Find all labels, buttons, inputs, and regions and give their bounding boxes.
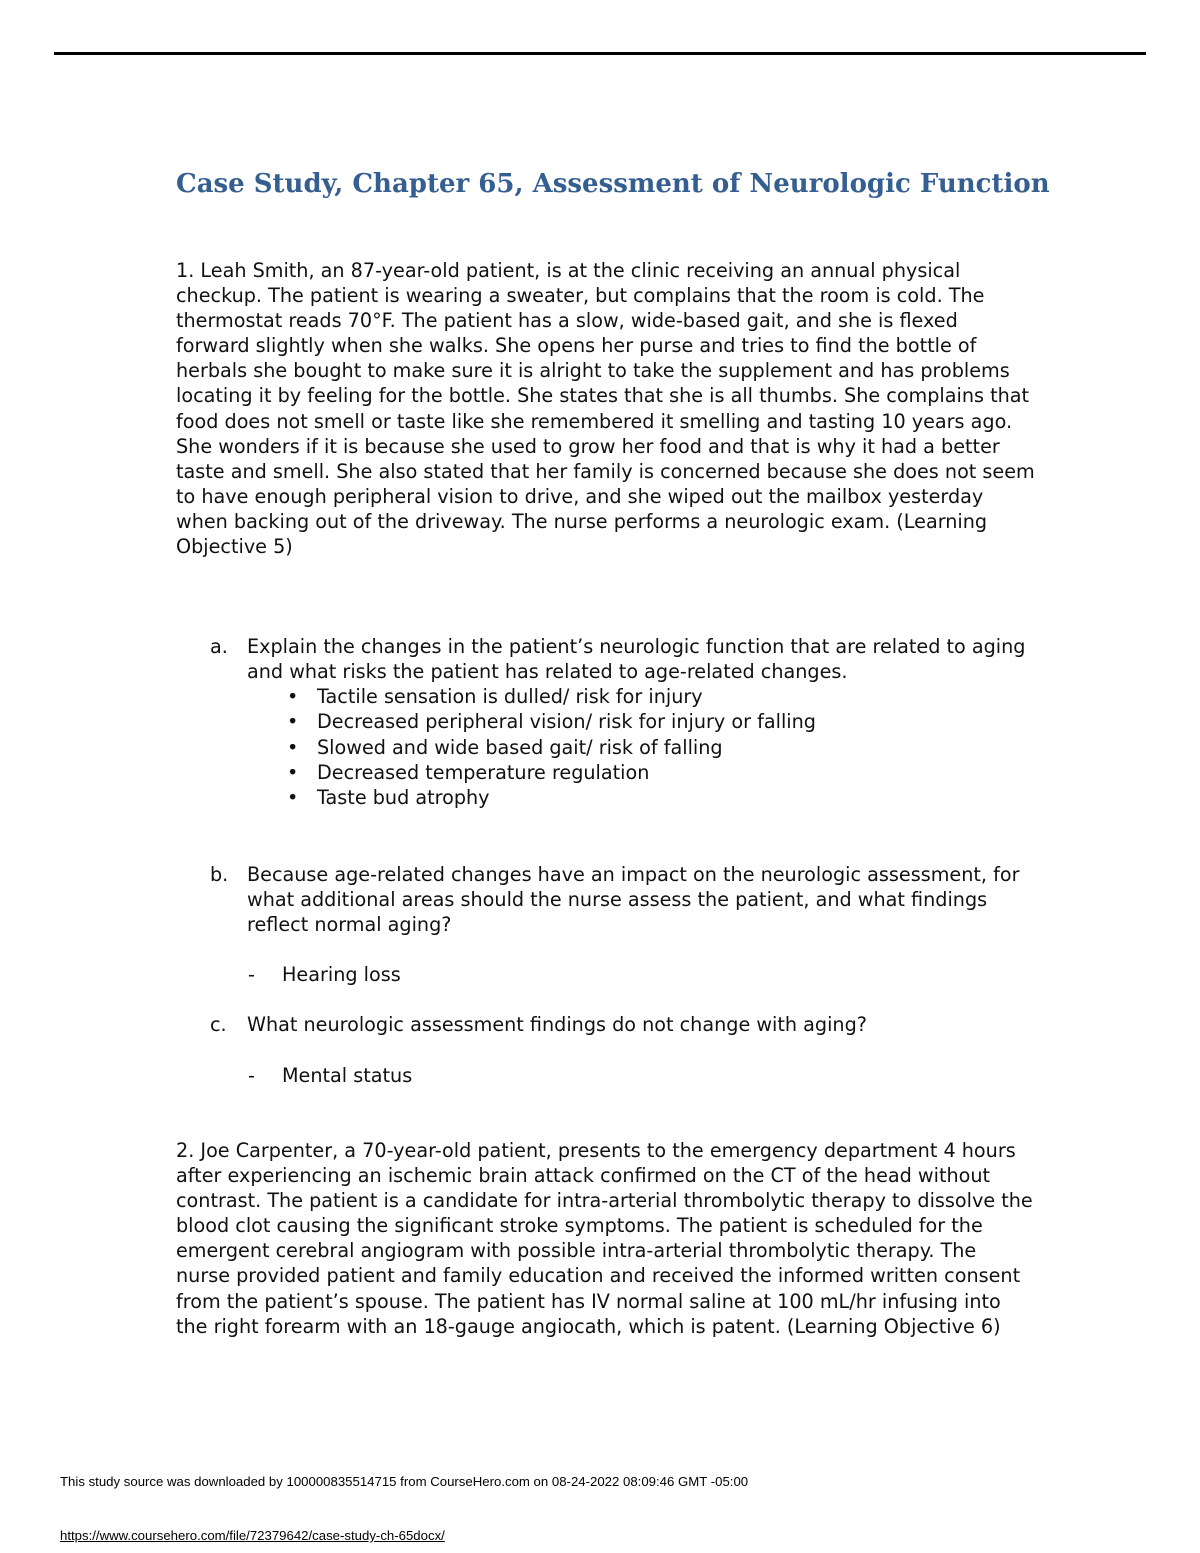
- part-a-question: Explain the changes in the patient’s neurologic function that are related to aging and what risks the patient has related to age-related changes.: [247, 635, 1026, 684]
- question-2-text: 2. Joe Carpenter, a 70-year-old patient, presents to the emergency department 4 hours after experiencing an ischemic brain attack confirmed on the CT of the head without contrast. The patient is a candidate for intra-arterial thrombolytic therapy to dissolve the blood clot causing the significant stroke symptoms. The patient is scheduled for the emergent cerebral angiogram with possible intra-arterial thrombolytic therapy. The nurse provided patient and family education and received the informed written consent from the patient’s spouse. The patient has IV normal saline at 100 mL/hr infusing into the right forearm with an 18-gauge angiocath, which is patent. (Learning Objective 6): [176, 1139, 1033, 1338]
- list-item: [247, 760, 1030, 785]
- part-a-bullet-list: [247, 684, 1030, 810]
- source-url-link[interactable]: https://www.coursehero.com/file/72379642/case-study-ch-65docx/: [60, 1528, 445, 1543]
- bullet-icon: •: [287, 710, 299, 734]
- bullet-text: Taste bud atrophy: [317, 786, 490, 810]
- list-item: [247, 735, 1030, 760]
- bullet-icon: •: [287, 685, 299, 709]
- list-item: [247, 785, 1030, 810]
- part-a-marker: a.: [210, 635, 228, 658]
- bullet-text: Slowed and wide based gait/ risk of falling: [317, 735, 723, 759]
- part-b-answer-text: Hearing loss: [282, 963, 401, 986]
- bullet-icon: •: [287, 786, 299, 810]
- part-c-answer: [248, 1063, 412, 1088]
- part-c-question: What neurologic assessment findings do not change with aging?: [247, 1013, 867, 1036]
- bullet-text: Tactile sensation is dulled/ risk for injury: [317, 685, 703, 709]
- bullet-text: Decreased peripheral vision/ risk for injury or falling: [317, 710, 816, 734]
- bullet-icon: •: [287, 735, 299, 759]
- question-1-part-c: [210, 1012, 1030, 1037]
- dash-icon: -: [248, 1064, 255, 1087]
- top-rule: [54, 52, 1146, 55]
- download-source-notice: This study source was downloaded by 100000835514715 from CourseHero.com on 08-24-2022 08:09:46 GMT -05:00: [60, 1474, 749, 1489]
- question-1-text: 1. Leah Smith, an 87-year-old patient, is at the clinic receiving an annual physical checkup. The patient is wearing a sweater, but complains that the room is cold. The thermostat reads 70°F. The patient has a slow, wide-based gait, and she is flexed forward slightly when she walks. She opens her purse and tries to find the bottle of herbals she bought to make sure it is alright to take the supplement and has problems locating it by feeling for the bottle. She states that she is all thumbs. She complains that food does not smell or taste like she remembered it smelling and tasting 10 years ago. She wonders if it is because she used to grow her food and that is why it had a better taste and smell. She also stated that her family is concerned because she does not seem to have enough peripheral vision to drive, and she wiped out the mailbox yesterday when backing out of the driveway. The nurse performs a neurologic exam. (Learning Objective 5): [176, 259, 1035, 559]
- question-1-part-a: [210, 634, 1030, 811]
- question-1-part-b: [210, 862, 1030, 937]
- bullet-icon: •: [287, 761, 299, 785]
- part-b-question: Because age-related changes have an impact on the neurologic assessment, for what additional areas should the nurse assess the patient, and what findings reflect normal aging?: [247, 863, 1020, 937]
- part-c-answer-text: Mental status: [282, 1064, 413, 1087]
- list-item: [247, 709, 1030, 734]
- dash-icon: -: [248, 963, 255, 986]
- part-b-marker: b.: [210, 863, 229, 886]
- part-c-marker: c.: [210, 1013, 227, 1036]
- list-item: [247, 684, 1030, 709]
- part-b-answer: [248, 962, 401, 987]
- page-title: Case Study, Chapter 65, Assessment of Neurologic Function: [176, 169, 1050, 199]
- bullet-text: Decreased temperature regulation: [317, 761, 650, 785]
